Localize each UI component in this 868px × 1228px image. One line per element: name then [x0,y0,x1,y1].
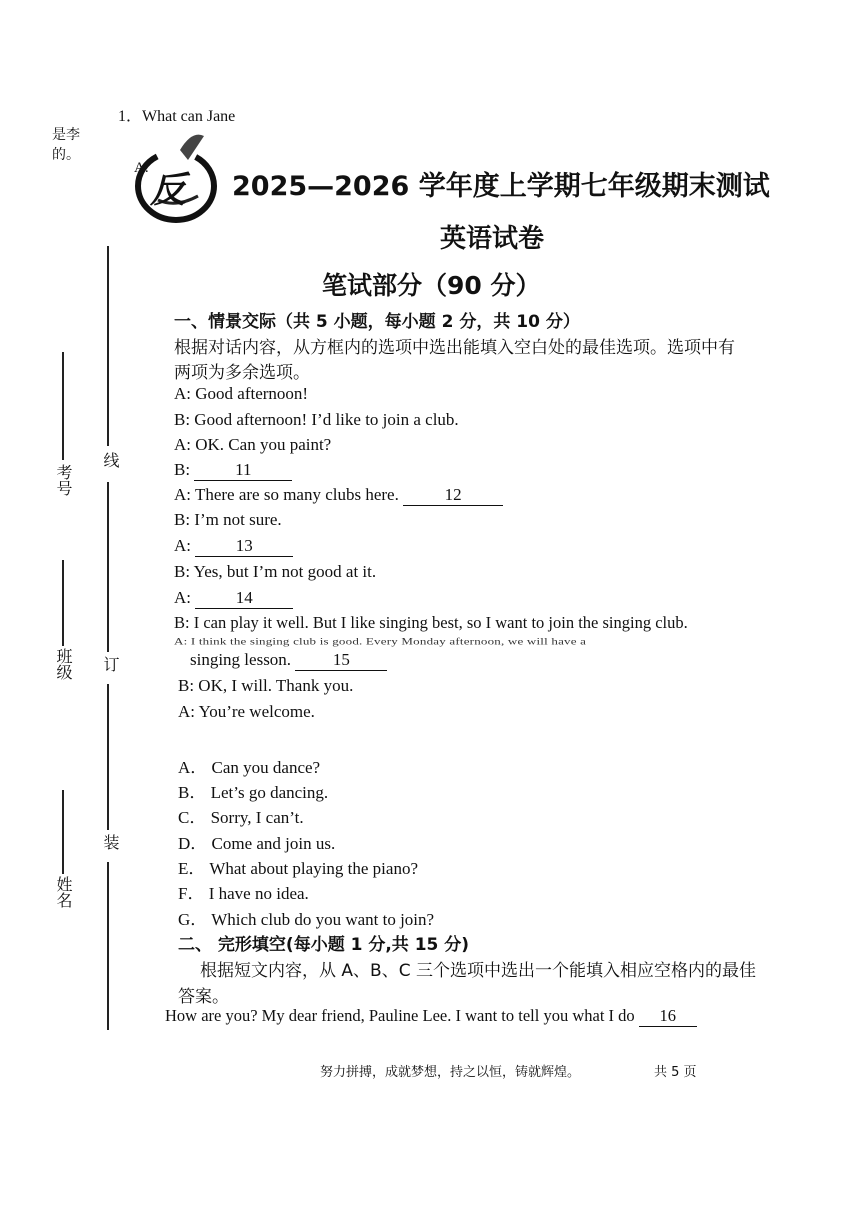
section1-heading: 一、情景交际（共 5 小题，每小题 2 分，共 10 分） [174,312,580,332]
option-f: F． I have no idea. [178,884,309,903]
margin-line-exam-number [62,352,64,460]
section2-instructions-2: 答案。 [178,987,229,1007]
section1-instructions-1: 根据对话内容，从方框内的选项中选出能填入空白处的最佳选项。选项中有 [174,338,735,358]
dialogue-overlap-cont: singing lesson. 15 [190,650,387,671]
option-b: B． Let’s go dancing. [178,783,329,802]
binding-mark-line: 线 [101,452,120,468]
margin-label-name: 姓名 [54,876,73,908]
binding-line-segment-1 [107,246,109,446]
answer-blank-14[interactable]: 14 [195,588,293,609]
option-e: E． What about playing the piano? [178,859,419,878]
dialogue-line-3: A: OK. Can you paint? [174,435,332,454]
passage-start: How are you? My dear friend, Pauline Lee. I want to tell you what I do 16 [165,1006,697,1027]
dialogue-end-1: B: OK, I will. Thank you. [178,676,354,695]
section2-heading: 二、 完形填空(每小题 1 分,共 15 分) [178,935,470,955]
margin-fragment-2: 的。 [52,147,80,163]
dialogue-line-1: A: Good afternoon! [174,384,309,403]
dialogue-end-2: A: You’re welcome. [178,702,315,721]
dialogue-overlap-line: A: I think the singing club is good. Every Monday afternoon, we will have a [174,636,587,647]
margin-fragment-1: 是李 [52,127,80,143]
exam-subtitle: 英语试卷 [440,224,545,254]
margin-line-class [62,560,64,646]
dialogue-line-10: B: I can play it well. But I like singing best, so I want to join the singing club. [174,613,688,632]
option-d: D． Come and join us. [178,834,336,853]
seal-glyph: 反 [150,170,187,211]
section2-instructions-1: 根据短文内容，从 A、B、C 三个选项中选出一个能填入相应空格内的最佳 [200,961,756,981]
footer-motto: 努力拼搏，成就梦想，持之以恒，铸就辉煌。 [320,1065,581,1080]
logo-prefix: A. [134,160,149,176]
margin-line-name [62,790,64,874]
option-a: A． Can you dance? [178,758,321,777]
dialogue-line-8: B: Yes, but I’m not good at it. [174,562,377,581]
dialogue-line-7: A: 13 [174,536,293,557]
answer-blank-16[interactable]: 16 [639,1006,697,1027]
answer-blank-12[interactable]: 12 [403,485,503,506]
binding-line-segment-4 [107,862,109,1030]
binding-mark-bind: 装 [101,834,120,850]
binding-line-segment-3 [107,684,109,830]
footer-page-count: 共 5 页 [654,1065,697,1080]
answer-blank-13[interactable]: 13 [195,536,293,557]
margin-label-exam-number: 考号 [54,464,73,496]
binding-line-segment-2 [107,482,109,652]
section1-instructions-2: 两项为多余选项。 [174,363,310,383]
top-fragment: 1．What can Jane [118,108,236,125]
dialogue-line-4: B: 11 [174,460,292,481]
answer-blank-11[interactable]: 11 [194,460,292,481]
part-title: 笔试部分（90 分） [322,271,541,300]
margin-label-class: 班级 [54,648,73,680]
option-g: G． Which club do you want to join? [178,910,435,929]
dialogue-line-2: B: Good afternoon! I’d like to join a club. [174,410,459,429]
answer-blank-15[interactable]: 15 [295,650,387,671]
exam-title: 2025—2026 学年度上学期七年级期末测试 [232,171,770,202]
option-c: C． Sorry, I can’t. [178,808,304,827]
dialogue-line-9: A: 14 [174,588,293,609]
binding-mark-order: 订 [101,656,120,672]
dialogue-line-5: A: There are so many clubs here. 12 [174,485,503,506]
dialogue-line-6: B: I’m not sure. [174,510,282,529]
